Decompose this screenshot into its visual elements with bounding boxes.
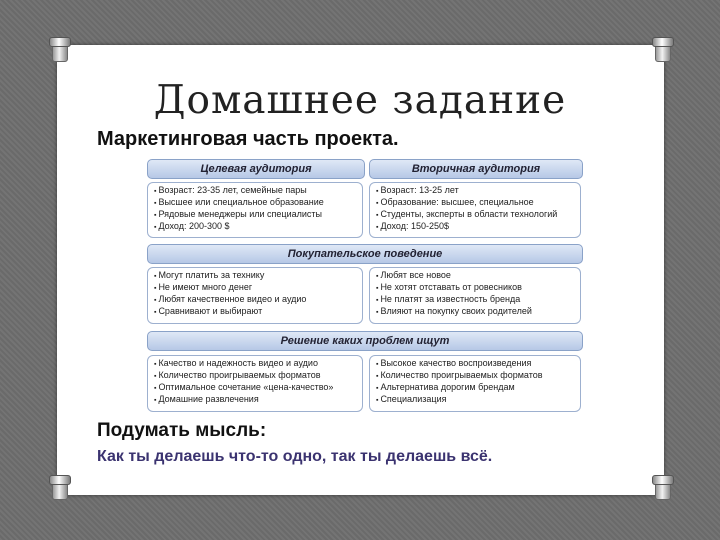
list-item: ▪ Любят все новое [376, 270, 574, 282]
header-problems: Решение каких проблем ищут [147, 331, 583, 351]
list-item: ▪ Образование: высшее, специальное [376, 197, 574, 209]
list-item: ▪ Качество и надежность видео и аудио [154, 358, 356, 370]
slide-subtitle: Маркетинговая часть проекта. [97, 128, 399, 150]
list-item: ▪ Высокое качество воспроизведения [376, 358, 574, 370]
target-audience-box [147, 182, 363, 238]
list-item: ▪ Возраст: 23-35 лет, семейные пары [154, 185, 356, 197]
pin-bottom-left-icon [52, 478, 68, 500]
quote-text: Как ты делаешь что-то одно, так ты делаешь всё. [97, 448, 493, 465]
pin-bottom-right-icon [655, 478, 671, 500]
list-item: ▪ Возраст: 13-25 лет [376, 185, 574, 197]
behavior-left-box [147, 267, 363, 324]
page-title: Домашнее задание [153, 78, 567, 123]
pin-top-left-icon [52, 40, 68, 62]
think-heading: Подумать мысль: [97, 420, 267, 441]
problems-right-box [369, 355, 581, 412]
list-item: ▪ Любят качественное видео и аудио [154, 294, 356, 306]
header-secondary-audience: Вторичная аудитория [369, 159, 583, 179]
list-item: ▪ Сравнивают и выбирают [154, 306, 356, 318]
problems-left-box [147, 355, 363, 412]
list-item: ▪ Домашние развлечения [154, 394, 356, 406]
list-item: ▪ Рядовые менеджеры или специалисты [154, 209, 356, 221]
list-item: ▪ Альтернатива дорогим брендам [376, 382, 574, 394]
list-item: ▪ Специализация [376, 394, 574, 406]
list-item: ▪ Доход: 200-300 $ [154, 221, 356, 233]
list-item: ▪ Не хотят отставать от ровесников [376, 282, 574, 294]
list-item: ▪ Не имеют много денег [154, 282, 356, 294]
behavior-right-box [369, 267, 581, 324]
list-item: ▪ Доход: 150-250$ [376, 221, 574, 233]
list-item: ▪ Могут платить за технику [154, 270, 356, 282]
list-item: ▪ Не платят за известность бренда [376, 294, 574, 306]
list-item: ▪ Высшее или специальное образование [154, 197, 356, 209]
list-item: ▪ Количество проигрываемых форматов [376, 370, 574, 382]
list-item: ▪ Количество проигрываемых форматов [154, 370, 356, 382]
pin-top-right-icon [655, 40, 671, 62]
header-buying-behavior: Покупательское поведение [147, 244, 583, 264]
list-item: ▪ Студенты, эксперты в области технологий [376, 209, 574, 221]
secondary-audience-box [369, 182, 581, 238]
header-target-audience: Целевая аудитория [147, 159, 365, 179]
list-item: ▪ Влияют на покупку своих родителей [376, 306, 574, 318]
list-item: ▪ Оптимальное сочетание «цена-качество» [154, 382, 356, 394]
